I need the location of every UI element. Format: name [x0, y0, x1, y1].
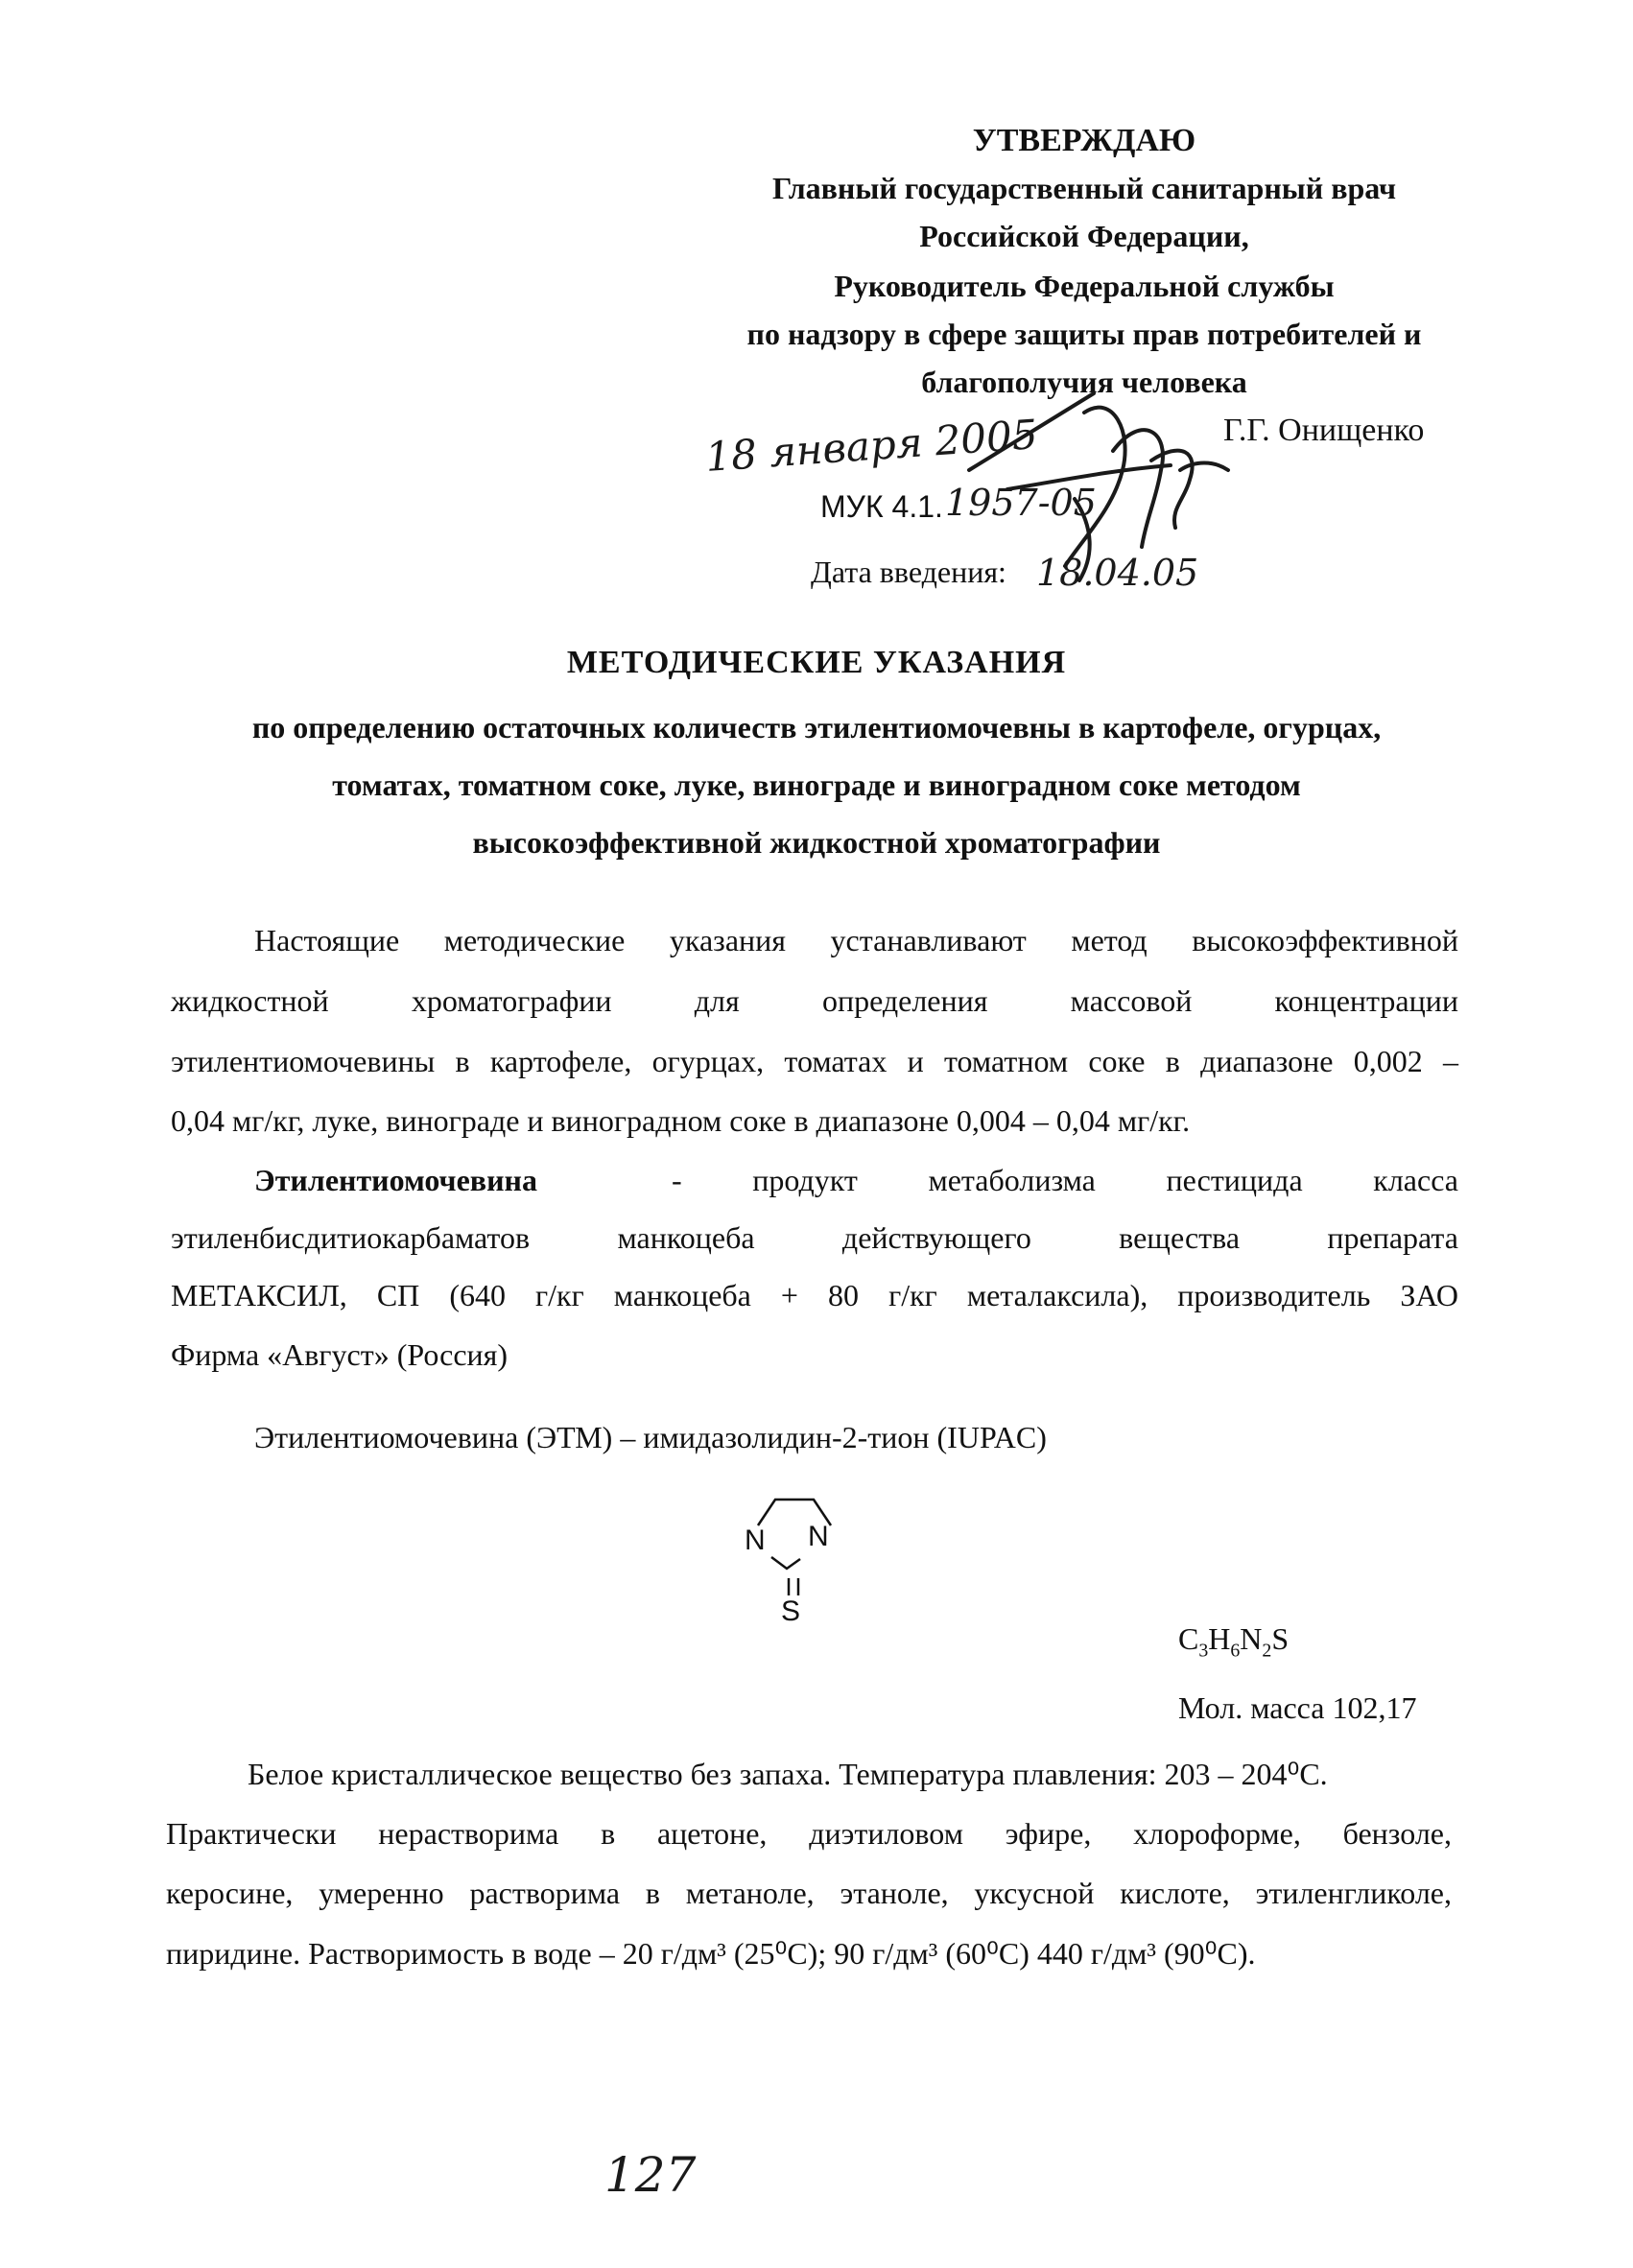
molecular-mass: Мол. масса 102,17 [1178, 1690, 1417, 1725]
formula-h: H [1208, 1621, 1231, 1656]
signer-name: Г.Г. Онищенко [1223, 413, 1425, 448]
intro-date: 18.04.05 [1036, 552, 1199, 594]
formula-n: N [1240, 1621, 1263, 1656]
molecular-formula [1178, 1621, 1289, 1662]
formula-c: C [1178, 1621, 1199, 1656]
signature-icon [950, 374, 1257, 604]
paragraph-2-line-4: Фирма «Август» (Россия) [171, 1337, 509, 1372]
muk-number: 1957-05 [945, 482, 1097, 524]
structural-formula [729, 1482, 864, 1645]
formula-h-count: 6 [1230, 1640, 1241, 1662]
approval-heading: УТВЕРЖДАЮ [972, 123, 1196, 158]
paragraph-4-line-2: Практически нерастворима в ацетоне, диэтиловом эфире, хлороформе, бензоле, [166, 1816, 1452, 1851]
paragraph-1-line-4: 0,04 мг/кг, луке, винограде и виноградном соке в диапазоне 0,004 – 0,04 мг/кг. [171, 1103, 1191, 1138]
paragraph-4-line-1: Белое кристаллическое вещество без запаха. Температура плавления: 203 – 204⁰С. [248, 1757, 1328, 1791]
paragraph-1-line-3: этилентиомочевины в картофеле, огурцах, томатах и томатном соке в диапазоне 0,002 – [171, 1044, 1458, 1078]
atom-n-left: N [745, 1524, 766, 1556]
title-subline-2: томатах, томатном соке, луке, винограде и виноградном соке методом [332, 768, 1301, 802]
atom-n-right: N [808, 1521, 829, 1552]
paragraph-1-line-2: жидкостной хроматографии для определения массовой концентрации [171, 983, 1458, 1018]
paragraph-2-line-3: МЕТАКСИЛ, СП (640 г/кг манкоцеба + 80 г/кг металаксила), производитель ЗАО [171, 1278, 1458, 1312]
muk-label: МУК 4.1. [820, 489, 943, 524]
approval-line-5: благополучия человека [921, 365, 1247, 399]
approval-line-3: Руководитель Федеральной службы [834, 269, 1335, 303]
approval-line-2: Российской Федерации, [919, 219, 1249, 253]
title-subline-3: высокоэффективной жидкостной хроматографии [472, 825, 1161, 860]
paragraph-2-line-2: этиленбисдитиокарбаматов манкоцеба действующего вещества препарата [171, 1220, 1458, 1255]
handwritten-date: 18 января 2005 [703, 410, 1039, 482]
paragraph-2-line-1: - продукт метаболизма пестицида класса [672, 1163, 1458, 1197]
paragraph-4-line-4: пиридине. Растворимость в воде – 20 г/дм³ (25⁰С); 90 г/дм³ (60⁰С) 440 г/дм³ (90⁰С). [166, 1936, 1256, 1971]
paragraph-2-term: Этилентиомочевина [254, 1163, 537, 1197]
formula-s: S [1271, 1621, 1290, 1656]
paragraph-3: Этилентиомочевина (ЭТМ) – имидазолидин-2-тион (IUPAC) [254, 1420, 1047, 1454]
approval-line-4: по надзору в сфере защиты прав потребителей и [746, 317, 1422, 351]
title-subline-1: по определению остаточных количеств этилентиомочевны в картофеле, огурцах, [251, 710, 1382, 744]
formula-n-count: 2 [1262, 1640, 1272, 1662]
atom-s: S [781, 1595, 801, 1627]
document-title: МЕТОДИЧЕСКИЕ УКАЗАНИЯ [566, 645, 1067, 680]
paragraph-1-line-1: Настоящие методические указания устанавливают метод высокоэффективной [254, 923, 1458, 957]
paragraph-4-line-3: керосине, умеренно растворима в метаноле, этаноле, уксусной кислоте, этиленгликоле, [166, 1876, 1452, 1910]
approval-line-1: Главный государственный санитарный врач [771, 171, 1397, 205]
page-number: 127 [604, 2147, 697, 2203]
intro-date-label: Дата введения: [811, 555, 1006, 589]
formula-c-count: 3 [1198, 1640, 1209, 1662]
